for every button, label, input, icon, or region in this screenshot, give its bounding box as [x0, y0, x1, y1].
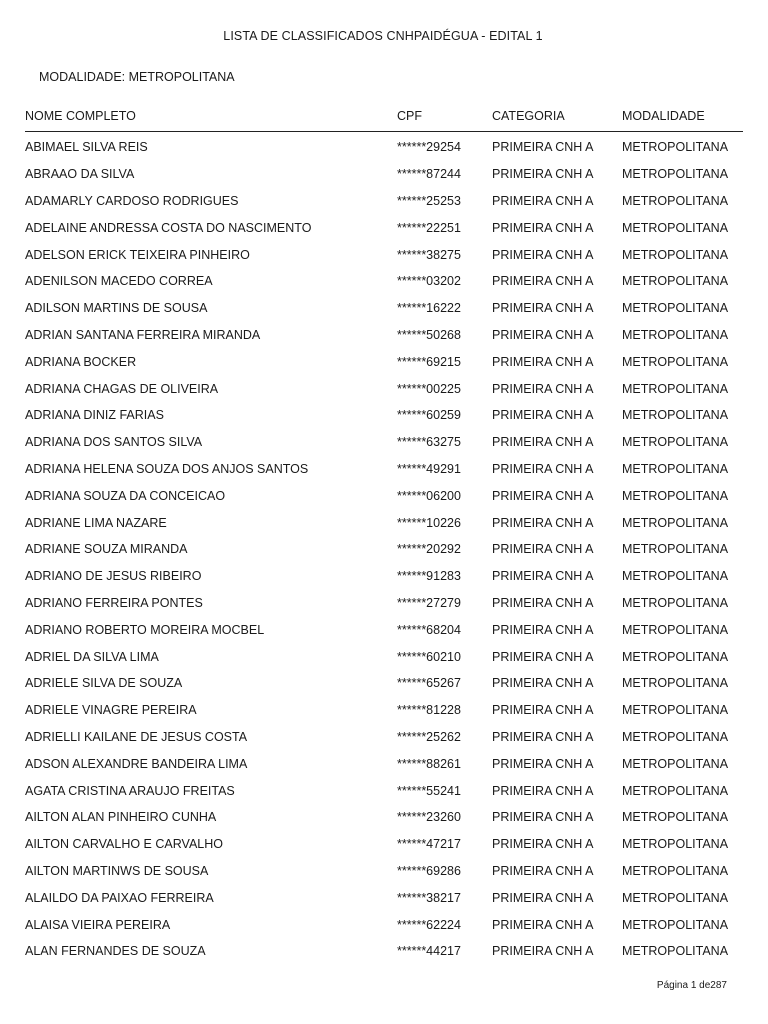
cell-full-name: ALAISA VIEIRA PEREIRA — [25, 917, 171, 932]
cell-modality: METROPOLITANA — [622, 542, 729, 557]
cell-modality: METROPOLITANA — [622, 274, 729, 289]
table-row — [25, 590, 743, 617]
cell-cpf: ******23260 — [397, 810, 461, 825]
cell-full-name: AILTON MARTINWS DE SOUSA — [25, 863, 209, 878]
cell-modality: METROPOLITANA — [622, 890, 729, 905]
modality-heading: MODALIDADE: METROPOLITANA — [39, 70, 235, 84]
cell-full-name: ADILSON MARTINS DE SOUSA — [25, 301, 208, 316]
table-row — [25, 509, 743, 536]
cell-category: PRIMEIRA CNH A — [492, 408, 594, 423]
cell-category: PRIMEIRA CNH A — [492, 595, 594, 610]
cell-cpf: ******49291 — [397, 461, 461, 476]
cell-full-name: ADRIELLI KAILANE DE JESUS COSTA — [25, 729, 248, 744]
table-row — [25, 563, 743, 590]
table-row — [25, 831, 743, 858]
cell-modality: METROPOLITANA — [622, 408, 729, 423]
table-row — [25, 295, 743, 322]
table-row — [25, 804, 743, 831]
cell-cpf: ******03202 — [397, 274, 461, 289]
cell-cpf: ******29254 — [397, 140, 461, 155]
cell-category: PRIMEIRA CNH A — [492, 756, 594, 771]
cell-modality: METROPOLITANA — [622, 649, 729, 664]
cell-cpf: ******55241 — [397, 783, 461, 798]
table-body — [25, 132, 743, 965]
cell-modality: METROPOLITANA — [622, 435, 729, 450]
cell-cpf: ******38217 — [397, 890, 461, 905]
cell-cpf: ******50268 — [397, 327, 461, 342]
table-row — [25, 938, 743, 965]
cell-full-name: ADRIANO ROBERTO MOREIRA MOCBEL — [25, 622, 265, 637]
cell-modality: METROPOLITANA — [622, 461, 729, 476]
cell-cpf: ******69286 — [397, 863, 461, 878]
cell-full-name: ADRIELE SILVA DE SOUZA — [25, 676, 183, 691]
cell-modality: METROPOLITANA — [622, 944, 729, 959]
table-row — [25, 536, 743, 563]
cell-full-name: ADRIANO DE JESUS RIBEIRO — [25, 569, 202, 584]
cell-category: PRIMEIRA CNH A — [492, 810, 594, 825]
page-number: Página 1 de287 — [656, 980, 727, 991]
cell-cpf: ******20292 — [397, 542, 461, 557]
cell-modality: METROPOLITANA — [622, 569, 729, 584]
table-row — [25, 348, 743, 375]
cell-cpf: ******69215 — [397, 354, 461, 369]
cell-category: PRIMEIRA CNH A — [492, 649, 594, 664]
cell-category: PRIMEIRA CNH A — [492, 274, 594, 289]
table-row — [25, 777, 743, 804]
cell-modality: METROPOLITANA — [622, 140, 729, 155]
table-row — [25, 911, 743, 938]
cell-cpf: ******60259 — [397, 408, 461, 423]
cell-category: PRIMEIRA CNH A — [492, 301, 594, 316]
cell-modality: METROPOLITANA — [622, 301, 729, 316]
cell-category: PRIMEIRA CNH A — [492, 327, 594, 342]
table-row — [25, 724, 743, 751]
cell-modality: METROPOLITANA — [622, 327, 729, 342]
cell-full-name: ADRIELE VINAGRE PEREIRA — [25, 703, 197, 718]
cell-full-name: ADRIANA CHAGAS DE OLIVEIRA — [25, 381, 219, 396]
cell-category: PRIMEIRA CNH A — [492, 515, 594, 530]
header-category: CATEGORIA — [492, 100, 622, 132]
cell-category: PRIMEIRA CNH A — [492, 676, 594, 691]
cell-category: PRIMEIRA CNH A — [492, 354, 594, 369]
cell-modality: METROPOLITANA — [622, 167, 729, 182]
table-row — [25, 402, 743, 429]
cell-modality: METROPOLITANA — [622, 810, 729, 825]
cell-cpf: ******87244 — [397, 167, 461, 182]
cell-category: PRIMEIRA CNH A — [492, 542, 594, 557]
cell-cpf: ******06200 — [397, 488, 461, 503]
cell-category: PRIMEIRA CNH A — [492, 247, 594, 262]
classified-list-table — [25, 100, 743, 965]
header-modality: MODALIDADE — [622, 100, 743, 132]
cell-full-name: ADRIANE SOUZA MIRANDA — [25, 542, 188, 557]
cell-modality: METROPOLITANA — [622, 917, 729, 932]
cell-full-name: ADRIANE LIMA NAZARE — [25, 515, 167, 530]
cell-full-name: ADAMARLY CARDOSO RODRIGUES — [25, 193, 239, 208]
table-row — [25, 643, 743, 670]
cell-category: PRIMEIRA CNH A — [492, 917, 594, 932]
table-row — [25, 214, 743, 241]
cell-category: PRIMEIRA CNH A — [492, 140, 594, 155]
cell-category: PRIMEIRA CNH A — [492, 220, 594, 235]
cell-full-name: AGATA CRISTINA ARAUJO FREITAS — [25, 783, 235, 798]
table-header-row — [25, 100, 743, 132]
cell-cpf: ******91283 — [397, 569, 461, 584]
table-row — [25, 375, 743, 402]
cell-full-name: ADRIEL DA SILVA LIMA — [25, 649, 159, 664]
cell-category: PRIMEIRA CNH A — [492, 703, 594, 718]
cell-category: PRIMEIRA CNH A — [492, 569, 594, 584]
cell-cpf: ******68204 — [397, 622, 461, 637]
cell-category: PRIMEIRA CNH A — [492, 435, 594, 450]
cell-modality: METROPOLITANA — [622, 703, 729, 718]
cell-modality: METROPOLITANA — [622, 488, 729, 503]
cell-full-name: ADRIAN SANTANA FERREIRA MIRANDA — [25, 327, 261, 342]
cell-cpf: ******25262 — [397, 729, 461, 744]
cell-cpf: ******27279 — [397, 595, 461, 610]
table-row — [25, 858, 743, 885]
cell-cpf: ******65267 — [397, 676, 461, 691]
cell-full-name: ABIMAEL SILVA REIS — [25, 140, 148, 155]
cell-full-name: ABRAAO DA SILVA — [25, 167, 135, 182]
cell-modality: METROPOLITANA — [622, 220, 729, 235]
cell-cpf: ******10226 — [397, 515, 461, 530]
cell-full-name: ADRIANA DOS SANTOS SILVA — [25, 435, 203, 450]
cell-category: PRIMEIRA CNH A — [492, 944, 594, 959]
cell-cpf: ******16222 — [397, 301, 461, 316]
cell-cpf: ******63275 — [397, 435, 461, 450]
cell-full-name: ADENILSON MACEDO CORREA — [25, 274, 213, 289]
cell-cpf: ******60210 — [397, 649, 461, 664]
cell-modality: METROPOLITANA — [622, 354, 729, 369]
cell-modality: METROPOLITANA — [622, 863, 729, 878]
cell-full-name: AILTON ALAN PINHEIRO CUNHA — [25, 810, 217, 825]
cell-full-name: ALAILDO DA PAIXAO FERREIRA — [25, 890, 214, 905]
cell-cpf: ******38275 — [397, 247, 461, 262]
cell-full-name: ADRIANA BOCKER — [25, 354, 137, 369]
cell-full-name: ADRIANA DINIZ FARIAS — [25, 408, 164, 423]
table-row — [25, 241, 743, 268]
cell-category: PRIMEIRA CNH A — [492, 890, 594, 905]
cell-full-name: ADRIANO FERREIRA PONTES — [25, 595, 203, 610]
table-row — [25, 268, 743, 295]
cell-cpf: ******25253 — [397, 193, 461, 208]
cell-modality: METROPOLITANA — [622, 756, 729, 771]
table-row — [25, 161, 743, 188]
cell-full-name: ADRIANA SOUZA DA CONCEICAO — [25, 488, 226, 503]
cell-modality: METROPOLITANA — [622, 783, 729, 798]
cell-category: PRIMEIRA CNH A — [492, 863, 594, 878]
page-title: LISTA DE CLASSIFICADOS CNHPAIDÉGUA - EDITAL 1 — [223, 29, 543, 43]
cell-category: PRIMEIRA CNH A — [492, 381, 594, 396]
cell-category: PRIMEIRA CNH A — [492, 837, 594, 852]
cell-full-name: AILTON CARVALHO E CARVALHO — [25, 837, 223, 852]
cell-cpf: ******44217 — [397, 944, 461, 959]
cell-cpf: ******22251 — [397, 220, 461, 235]
cell-modality: METROPOLITANA — [622, 595, 729, 610]
cell-category: PRIMEIRA CNH A — [492, 729, 594, 744]
cell-cpf: ******62224 — [397, 917, 461, 932]
cell-full-name: ADELSON ERICK TEIXEIRA PINHEIRO — [25, 247, 250, 262]
table-row — [25, 456, 743, 483]
cell-modality: METROPOLITANA — [622, 729, 729, 744]
table-row — [25, 188, 743, 215]
cell-full-name: ADSON ALEXANDRE BANDEIRA LIMA — [25, 756, 248, 771]
cell-category: PRIMEIRA CNH A — [492, 193, 594, 208]
cell-cpf: ******00225 — [397, 381, 461, 396]
cell-modality: METROPOLITANA — [622, 622, 729, 637]
cell-category: PRIMEIRA CNH A — [492, 622, 594, 637]
table-row — [25, 884, 743, 911]
header-cpf: CPF — [397, 100, 492, 132]
table-row — [25, 697, 743, 724]
header-full-name: NOME COMPLETO — [25, 100, 397, 132]
cell-category: PRIMEIRA CNH A — [492, 167, 594, 182]
cell-cpf: ******88261 — [397, 756, 461, 771]
cell-modality: METROPOLITANA — [622, 837, 729, 852]
cell-modality: METROPOLITANA — [622, 247, 729, 262]
table-row — [25, 750, 743, 777]
table-row — [25, 429, 743, 456]
cell-modality: METROPOLITANA — [622, 381, 729, 396]
cell-full-name: ADELAINE ANDRESSA COSTA DO NASCIMENTO — [25, 220, 312, 235]
cell-full-name: ADRIANA HELENA SOUZA DOS ANJOS SANTOS — [25, 461, 309, 476]
cell-category: PRIMEIRA CNH A — [492, 461, 594, 476]
cell-full-name: ALAN FERNANDES DE SOUZA — [25, 944, 206, 959]
table-row — [25, 132, 743, 161]
cell-category: PRIMEIRA CNH A — [492, 488, 594, 503]
cell-cpf: ******81228 — [397, 703, 461, 718]
table-row — [25, 482, 743, 509]
table-row — [25, 616, 743, 643]
cell-modality: METROPOLITANA — [622, 515, 729, 530]
cell-modality: METROPOLITANA — [622, 676, 729, 691]
cell-modality: METROPOLITANA — [622, 193, 729, 208]
table-row — [25, 322, 743, 349]
cell-cpf: ******47217 — [397, 837, 461, 852]
cell-category: PRIMEIRA CNH A — [492, 783, 594, 798]
table-row — [25, 670, 743, 697]
